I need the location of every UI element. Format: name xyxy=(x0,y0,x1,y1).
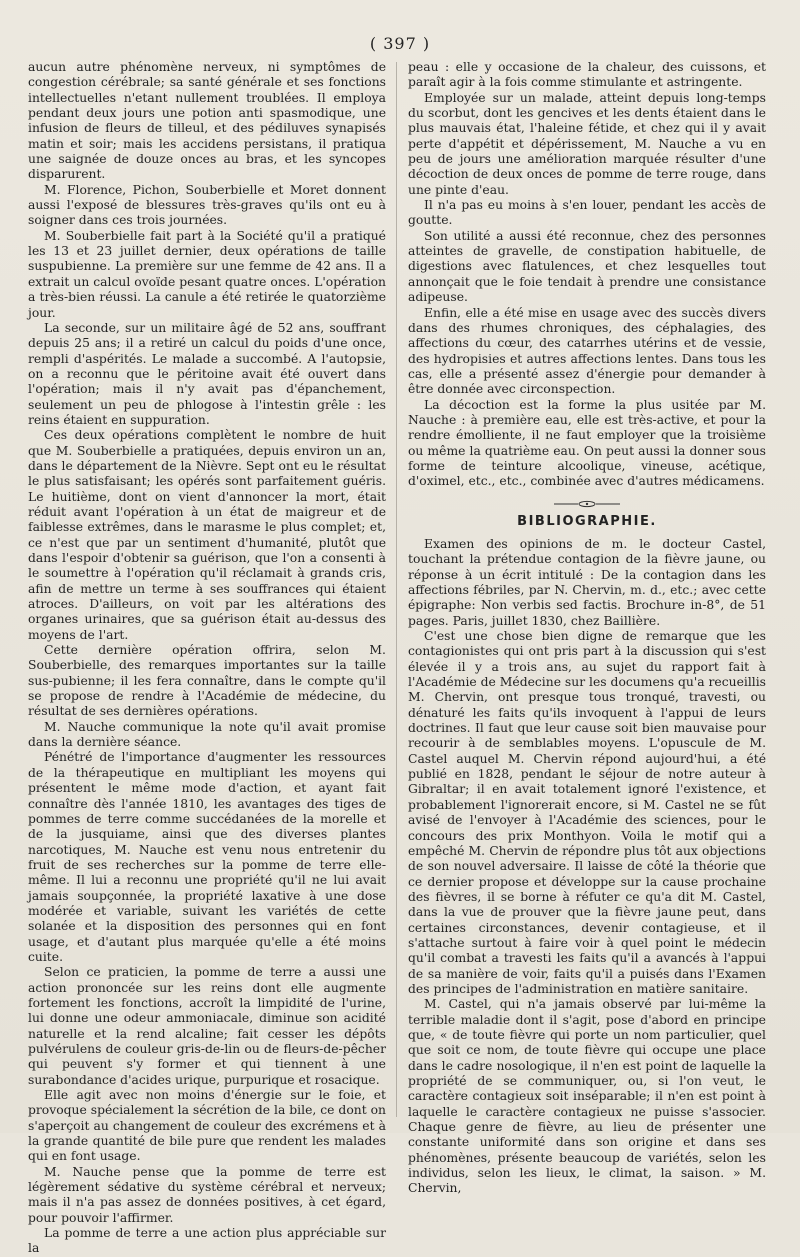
left-column xyxy=(28,60,386,1257)
paragraph: Ces deux opérations complètent le nombre de huit que M. Souberbielle a pratiquées, depuis environ un an, dans le département de la Nièvre. Sept ont eu le résultat le plus satisfaisant; les opérés sont parfaitement guéris. Le huitième, dont on vient d'annoncer la mort, était réduit avant l'opération à un état de maigreur et de faiblesse extrêmes, dans le marasme le plus complet; et, ce n'est que par un sentiment d'humanité, plutôt que dans l'espoir d'obtenir sa guérison, que l'on a consenti à le soumettre à l'opération qu'il réclamait à grands cris, afin de mettre un terme à ses souffrances qui étaient atroces. D'ailleurs, on voit par les altérations des organes urinaires, que sa guérison était au-dessus des moyens de l'art. xyxy=(28,428,386,642)
paragraph: La seconde, sur un militaire âgé de 52 ans, souffrant depuis 25 ans; il a retiré un calcul du poids d'une once, rempli d'aspérités. Le malade a succombé. A l'autopsie, on a reconnu que le péritoine avait été ouvert dans l'opération; mais il n'y avait pas d'épanchement, seulement un peu de phlogose à l'intestin grêle : les reins étaient en suppuration. xyxy=(28,320,386,427)
paragraph: M. Nauche pense que la pomme de terre est légèrement sédative du système cérébral et nerveux; mais il n'a pas assez de données positives, à cet égard, pour pouvoir l'affirmer. xyxy=(28,1164,386,1225)
page-number: ( 397 ) xyxy=(369,34,431,53)
paragraph: Elle agit avec non moins d'énergie sur le foie, et provoque spécialement la sécrétion de la bile, ce dont on s'aperçoit au changement de couleur des excrémens et à la grande quantité de bile pure que rendent les malades qui en font usage. xyxy=(28,1088,386,1164)
ornament-rule xyxy=(552,500,622,508)
paragraph: M. Souberbielle fait part à la Société qu'il a pratiqué les 13 et 23 juillet dernier, deux opérations de taille suspubienne. La première sur une femme de 42 ans. Il a extrait un calcul ovoïde pesant quatre onces. L'opération a très-bien réussi. La canule a été retirée le quatorzième jour. xyxy=(28,228,386,320)
paragraph: M. Castel, qui n'a jamais observé par lui-même la terrible maladie dont il s'agit, pose d'abord en principe que, « de toute fièvre qui porte un nom particulier, quel que soit ce nom, de toute fièvre qui occupe une place dans le cadre nosologique, il n'en est point de laquelle la propriété de se communiquer, ou, si l'on veut, le caractère contagieux soit inséparable; il n'en est point à laquelle le caractère contagieux ne puisse s'associer. Chaque genre de fièvre, au lieu de présenter une constante uniformité dans son origine et dans ses phénomènes, présente beaucoup de variétés, selon les individus, selon les lieux, le climat, la saison. » M. Chervin, xyxy=(408,997,766,1196)
paragraph: Il n'a pas eu moins à s'en louer, pendant les accès de goutte. xyxy=(408,198,766,228)
paragraph: peau : elle y occasione de la chaleur, des cuissons, et paraît agir à la fois comme stimulante et astringente. xyxy=(408,60,766,90)
column-divider xyxy=(396,62,397,1117)
section-heading: BIBLIOGRAPHIE. xyxy=(517,513,657,529)
bibliography-entry: Examen des opinions de m. le docteur Castel, touchant la prétendue contagion de la fièvre jaune, ou réponse à un écrit intitulé : De la contagion dans les affections fébriles, par N. Chervin, m. d., etc.; avec cette épigraphe: Non verbis sed factis. Brochure in-8°, de 51 pages. Paris, juillet 1830, chez Baillière. xyxy=(408,536,766,628)
paragraph: M. Nauche communique la note qu'il avait promise dans la dernière séance. xyxy=(28,719,386,750)
paragraph: Enfin, elle a été mise en usage avec des succès divers dans des rhumes chroniques, des céphalagies, des affections du cœur, des catarrhes utérins et de vessie, des hydropisies et autres affections lentes. Dans tous les cas, elle a présenté assez d'énergie pour demander à être donnée avec circonspection. xyxy=(408,305,766,397)
paragraph: La décoction est la forme la plus usitée par M. Nauche : à première eau, elle est très-active, et pour la rendre émolliente, il ne faut employer que la troisième ou même la quatrième eau. On peut aussi la donner sous forme de teinture alcoolique, vineuse, acétique, d'oximel, etc., etc., combinée avec d'autres médicamens. xyxy=(408,397,766,489)
paragraph: Cette dernière opération offrira, selon M. Souberbielle, des remarques importantes sur la taille sus-pubienne; il les fera connaître, dans le compte qu'il se propose de rendre à l'Académie de médecine, du résultat de ses dernières opérations. xyxy=(28,643,386,719)
paragraph: M. Florence, Pichon, Souberbielle et Moret donnent aussi l'exposé de blessures très-graves qu'ils ont eu à soigner dans ces trois journées. xyxy=(28,182,386,228)
paragraph: Pénétré de l'importance d'augmenter les ressources de la thérapeutique en multipliant les moyens qui présentent le même mode d'action, et ayant fait connaître dès l'année 1810, les avantages des tiges de pommes de terre comme succédanées de la morelle et de la jusquiame, ainsi que des diverses plantes narcotiques, M. Nauche est venu nous entretenir du fruit de ses recherches sur la pomme de terre elle-même. Il lui a reconnu une propriété qu'il ne lui avait jamais soupçonnée, la propriété laxative à une dose modérée et variable, suivant les variétés de cette solanée et la disposition des personnes qui en font usage, et d'autant plus marquée qu'elle a été moins cuite. xyxy=(28,750,386,964)
paragraph: Son utilité a aussi été reconnue, chez des personnes atteintes de gravelle, de constipation habituelle, de digestions avec flatulences, et chez lesquelles tout annonçait que le foie tendait à prendre une consistance adipeuse. xyxy=(408,228,766,305)
paragraph: C'est une chose bien digne de remarque que les contagionistes qui ont pris part à la discussion qui s'est élevée il y a trois ans, au sujet du rapport fait à l'Académie de Médecine sur les documens qu'a recueillis M. Chervin, ont presque tous tronqué, travesti, ou dénaturé les faits qu'ils invoquent à l'appui de leurs doctrines. Il faut que leur cause soit bien mauvaise pour recourir à de semblables moyens. L'opuscule de M. Castel auquel M. Chervin répond aujourd'hui, a été publié en 1828, pendant le séjour de notre auteur à Gibraltar; il en avait totalement ignoré l'existence, et probablement l'ignorerait encore, si M. Castel ne se fût avisé de l'envoyer à l'Académie des sciences, pour le concours des prix Monthyon. Voila le motif qui a empêché M. Chervin de répondre plus tôt aux objections de son nouvel adversaire. Il laisse de côté la théorie que ce dernier propose et développe sur la cause prochaine des fièvres, il se borne à réfuter ce qu'a dit M. Castel, dans la vue de prouver que la fièvre jaune peut, dans certaines circonstances, devenir contagieuse, et il s'attache surtout à faire voir à quel point le médecin qu'il combat a travesti les faits qu'il a avancés à l'appui de sa manière de voir, faits qu'il a puisés dans l'Examen des principes de l'administration en matière sanitaire. xyxy=(408,629,766,996)
right-column xyxy=(408,60,766,1197)
paragraph: La pomme de terre a une action plus appréciable sur la xyxy=(28,1226,386,1256)
paragraph: Employée sur un malade, atteint depuis long-temps du scorbut, dont les gencives et les dents étaient dans le plus mauvais état, l'haleine fétide, et chez qui il y avait perte d'appétit et dépérissement, M. Nauche a vu en peu de jours une amélioration marquée résulter d'une décoction de deux onces de pomme de terre rouge, dans une pinte d'eau. xyxy=(408,90,766,197)
paragraph: Selon ce praticien, la pomme de terre a aussi une action prononcée sur les reins dont elle augmente fortement les fonctions, accroît la limpidité de l'urine, lui donne une odeur ammoniacale, diminue son acidité naturelle et la rend alcaline; fait cesser les dépôts pulvérulens de couleur gris-de-lin ou de fleurs-de-pêcher qui peuvent s'y former et qui tiennent à une surabondance d'acides urique, purpurique et rosacique. xyxy=(28,965,386,1087)
paragraph: aucun autre phénomène nerveux, ni symptômes de congestion cérébrale; sa santé générale et ses fonctions intellectuelles n'etant nullement troublées. Il employa pendant deux jours une potion anti spasmodique, une infusion de fleurs de tilleul, et des pédiluves synapisés matin et soir; mais les accidens persistans, il pratiqua une saignée de douze onces au bras, et les syncopes disparurent. xyxy=(28,60,386,182)
